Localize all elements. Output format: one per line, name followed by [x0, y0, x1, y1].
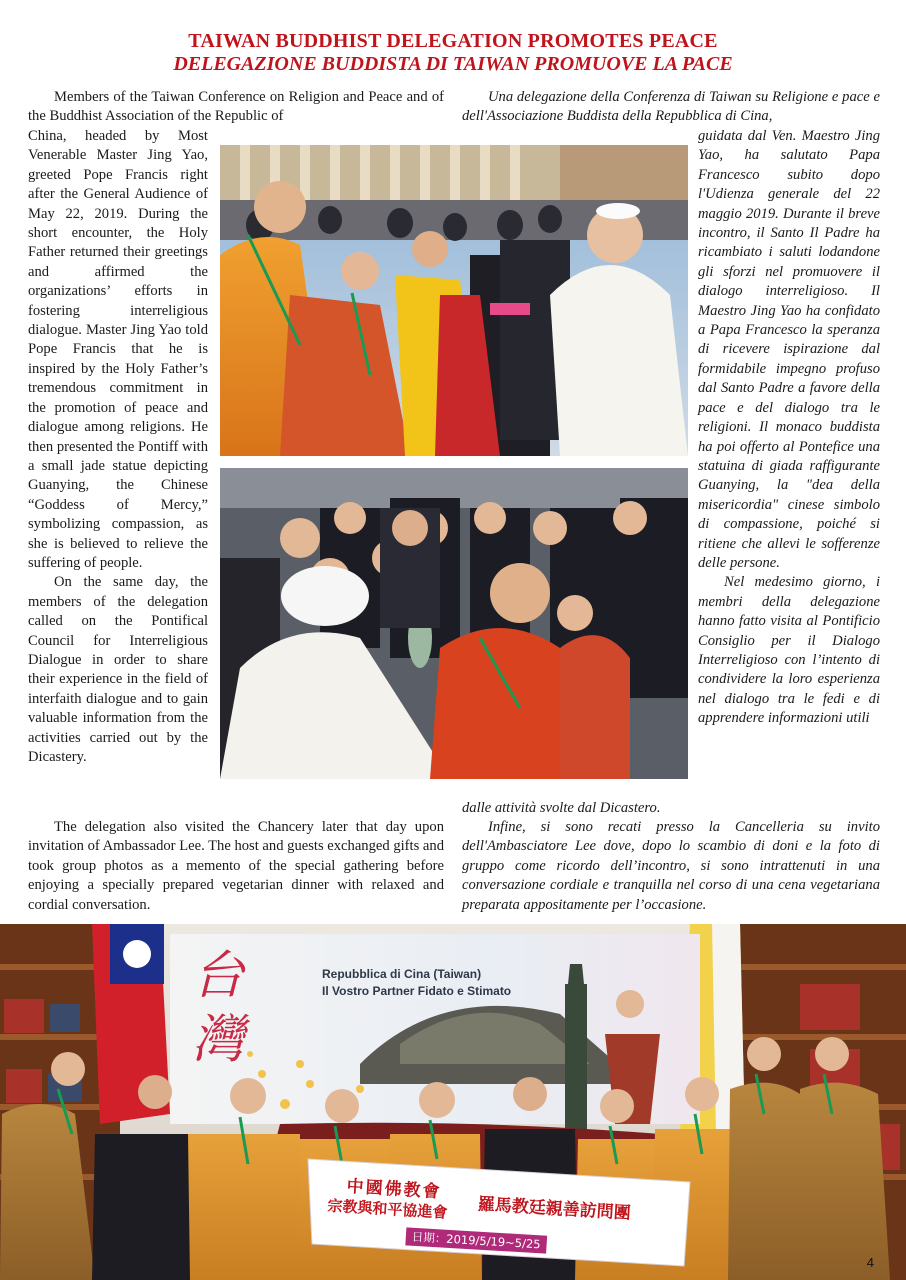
photo-greeting-pope	[220, 145, 688, 456]
poster-calligraphy: 台灣	[192, 946, 245, 1070]
poster-line-1: Repubblica di Cina (Taiwan)	[322, 967, 482, 981]
it-column-narrow	[698, 127, 880, 729]
photo-jade-statue	[220, 468, 688, 779]
it-paragraph-1: guidata dal Ven. Maestro Jing Yao, ha salutato Papa Francesco subito dopo l'Udienza generale del 22 maggio 2019. Durante il breve incontro, il Santo Il Padre ha ricambiato i saluti lodandone gli sforzi nel promuovere il dialogo interreligioso. Il Maestro Jing Yao ha confidato a Papa Francesco la speranza di ricevere ispirazione dal formidabile impegno profuso dal Santo Padre a favore della pace e del dialogo tra le religioni. Il monaco buddista ha poi offerto al Pontefice una statuina di giada raffigurante Guanying, la "dea della misericordia" cinese simbolo di compassione, poiché si ritiene che allevi le sofferenze delle persone.	[698, 128, 880, 571]
banner-line-2: 宗教與和平協進會	[327, 1196, 448, 1222]
en-paragraph-3: The delegation also visited the Chancery later that day upon invitation of Ambassador Lee. The host and guests exchanged gifts and took group photos as a memento of the special gathering before enjoying a specially prepared vegetarian dinner with relaxed and cordial conversation.	[28, 819, 444, 913]
poster-line-2: Il Vostro Partner Fidato e Stimato	[322, 984, 512, 998]
it-paragraph-3: Infine, si sono recati presso la Cancelleria su invito dell'Ambasciatore Lee dove, dopo lo scambio di doni e la foto di gruppo come ricordo dell’incontro, si sono intrattenuti in una conversazione cordiale e tranquilla nel corso di una cena vegetariana preparata appositamente per l’occasione.	[462, 819, 880, 913]
poster-title	[322, 966, 511, 1000]
banner-date: 日期：2019/5/19~5/25	[405, 1227, 547, 1253]
it-paragraph-2: Nel medesimo giorno, i membri della delegazione hanno fatto visita al Pontificio Consiglio per il Dialogo Interreligioso con l’intento di condividere la loro esperienza nel dialogo tra le fedi e di apprendere informazioni utili	[698, 574, 880, 727]
page-title-it: DELEGAZIONE BUDDISTA DI TAIWAN PROMUOVE LA PACE	[173, 53, 733, 75]
banner-line-1: 中國佛教會	[346, 1176, 443, 1203]
banner-title: 羅馬教廷親善訪問團	[477, 1194, 632, 1224]
en-column-narrow	[28, 127, 208, 767]
page-title-en: TAIWAN BUDDHIST DELEGATION PROMOTES PEACE	[188, 30, 718, 52]
it-paragraph-1-top: Una delegazione della Conferenza di Taiwan su Religione e pace e dell'Associazione Buddista della Repubblica di Cina,	[462, 89, 880, 125]
en-paragraph-2: On the same day, the members of the delegation called on the Pontifical Council for Interreligious Dialogue in order to share their experience in the field of interfaith dialogue and to gain valuable information from the activities carried out by the Dicastery.	[28, 574, 208, 765]
page-number: 4	[866, 1255, 874, 1270]
photo-group-chancery	[0, 924, 906, 1280]
it-paragraph-2-end: dalle attività svolte dal Dicastero.	[462, 800, 661, 816]
en-paragraph-1: China, headed by Most Venerable Master Jing Yao, greeted Pope Francis right after the General Audience of May 22, 2019. During the short encounter, the Holy Father returned their greetings and affirmed the organizations’ efforts in fostering interreligious dialogue. Master Jing Yao told Pope Francis that he is inspired by the Holy Father’s tremendous commitment in the promotion of peace and dialogue among religions. He then presented the Pontiff with a small jade statue depicting Guanying, the Chinese “Goddess of Mercy,” symbolizing compassion, as she is believed to relieve the suffering of people.	[28, 128, 208, 571]
en-paragraph-1-top: Members of the Taiwan Conference on Religion and Peace and of the Buddhist Association of the Republic of	[28, 89, 444, 125]
